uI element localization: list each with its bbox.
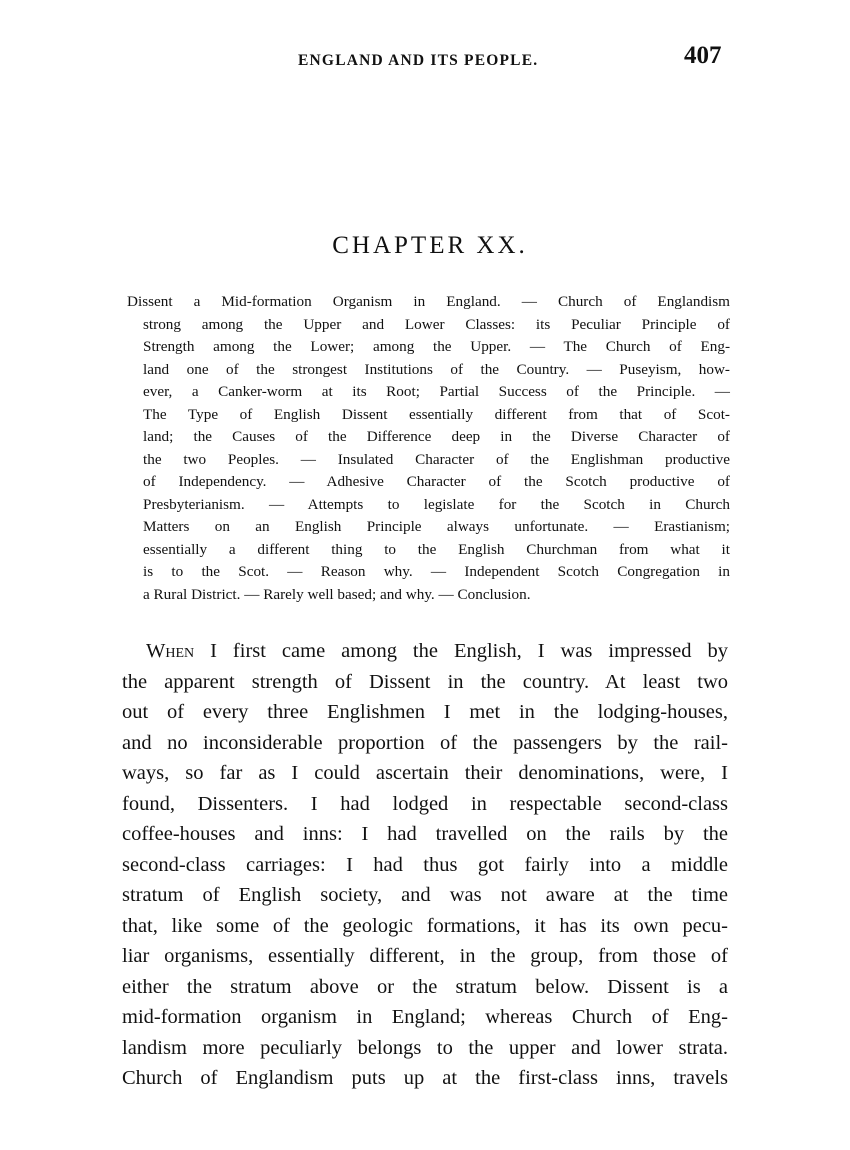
chapter-title: CHAPTER XX. — [332, 232, 528, 259]
page-header — [0, 42, 850, 82]
synopsis-line: strong among the Upper and Lower Classes: its Peculiar Principle of — [143, 315, 730, 333]
body-line: Church of Englandism puts up at the first-class inns, travels — [122, 1067, 728, 1089]
synopsis-line: is to the Scot. — Reason why. — Independent Scotch Congregation in — [143, 563, 730, 580]
synopsis-line: Matters on an English Principle always unfortunate. — Erastianism; — [143, 518, 730, 535]
synopsis-line: land one of the strongest Institutions of the Country. — Puseyism, how- — [143, 360, 730, 378]
body-line: ways, so far as I could ascertain their denominations, were, I — [122, 762, 728, 784]
synopsis-line: The Type of English Dissent essentially different from that of Scot- — [143, 405, 730, 423]
synopsis-line: Dissent a Mid-formation Organism in England. — Church of Englandism — [127, 293, 730, 310]
body-line: out of every three Englishmen I met in the lodging-houses, — [122, 701, 728, 723]
synopsis-line: Strength among the Lower; among the Upper. — The Church of Eng- — [143, 338, 730, 355]
synopsis-line: Presbyterianism. — Attempts to legislate for the Scotch in Church — [143, 495, 730, 513]
body-line: landism more peculiarly belongs to the upper and lower strata. — [122, 1036, 728, 1059]
synopsis-line: land; the Causes of the Difference deep in the Diverse Character of — [143, 428, 730, 445]
synopsis-line: a Rural District. — Rarely well based; and why. — Conclusion. — [143, 585, 531, 603]
body-line — [122, 636, 728, 667]
body-line: second-class carriages: I had thus got fairly into a middle — [122, 853, 728, 876]
synopsis-line: the two Peoples. — Insulated Character of the Englishman productive — [143, 450, 730, 468]
body-line: mid-formation organism in England; whereas Church of Eng- — [122, 1006, 728, 1028]
body-line: coffee-houses and inns: I had travelled on the rails by the — [122, 823, 728, 845]
first-line-text: I first came among the English, I was impressed by — [194, 640, 728, 662]
synopsis-line: essentially a different thing to the English Churchman from what it — [143, 540, 730, 558]
opening-word: When — [146, 640, 195, 662]
body-line: found, Dissenters. I had lodged in respectable second-class — [122, 792, 728, 815]
body-line: that, like some of the geologic formations, it has its own pecu- — [122, 914, 728, 937]
body-line: stratum of English society, and was not aware at the time — [122, 884, 728, 906]
body-line: either the stratum above or the stratum below. Dissent is a — [122, 975, 728, 998]
body-line: and no inconsiderable proportion of the passengers by the rail- — [122, 731, 728, 754]
chapter-synopsis — [127, 291, 730, 606]
body-line: liar organisms, essentially different, in the group, from those of — [122, 945, 728, 967]
synopsis-line: of Independency. — Adhesive Character of the Scotch productive of — [143, 473, 730, 490]
synopsis-line: ever, a Canker-worm at its Root; Partial Success of the Principle. — — [143, 383, 730, 400]
running-head: ENGLAND AND ITS PEOPLE. — [298, 52, 539, 69]
body-paragraph — [122, 636, 728, 1094]
body-line: the apparent strength of Dissent in the country. At least two — [122, 670, 728, 693]
page-number: 407 — [684, 42, 722, 69]
